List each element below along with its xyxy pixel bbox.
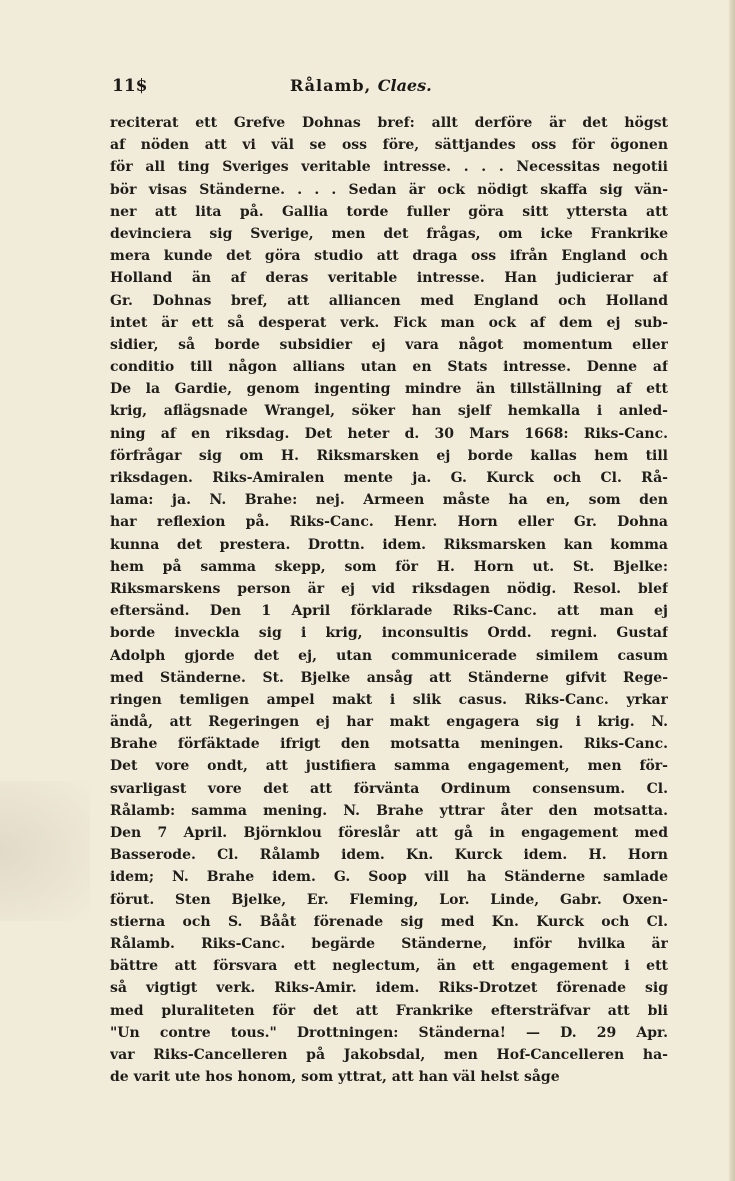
text-line: så vigtigt verk. Riks-Amir. idem. Riks-Drotzet förenade sig	[110, 980, 668, 997]
text-line: Brahe förfäktade ifrigt den motsatta meningen. Riks-Canc.	[110, 736, 668, 753]
text-line: intet är ett så desperat verk. Fick man ock af dem ej sub-	[110, 314, 668, 331]
text-line: riksdagen. Riks-Amiralen mente ja. G. Kurck och Cl. Rå-	[110, 470, 668, 486]
text-line: De la Gardie, genom ingenting mindre än tillställning af ett	[110, 381, 668, 398]
page-header	[0, 76, 735, 100]
text-line: förut. Sten Bjelke, Er. Fleming, Lor. Linde, Gabr. Oxen-	[110, 891, 668, 908]
text-line: Rålamb. Riks-Canc. begärde Ständerne, inför hvilka är	[110, 935, 668, 952]
page-number: 11$	[112, 76, 148, 96]
text-line: eftersänd. Den 1 April förklarade Riks-Canc. att man ej	[110, 603, 668, 620]
text-line: svarligast vore det att förvänta Ordinum consensum. Cl.	[110, 780, 668, 797]
text-line: krig, aflägsnade Wrangel, söker han sjelf hemkalla i anled-	[110, 403, 668, 420]
text-line: ändå, att Regeringen ej har makt engagera sig i krig. N.	[110, 714, 668, 731]
text-line: sidier, så borde subsidier ej vara något momentum eller	[110, 336, 668, 353]
text-line: lama: ja. N. Brahe: nej. Armeen måste ha en, som den	[110, 492, 668, 509]
text-line: förfrågar sig om H. Riksmarsken ej borde kallas hem till	[110, 447, 668, 464]
text-line: borde inveckla sig i krig, inconsultis Ordd. regni. Gustaf	[110, 625, 668, 642]
page-binding-edge	[729, 0, 735, 1181]
running-head	[290, 76, 432, 95]
text-line: hem på samma skepp, som för H. Horn ut. St. Bjelke:	[110, 558, 668, 575]
text-line: Det vore ondt, att justifiera samma engagement, men för-	[110, 758, 668, 775]
text-line: för all ting Sveriges veritable intresse. . . . Necessitas negotii	[110, 159, 668, 176]
text-line: kunna det prestera. Drottn. idem. Riksmarsken kan komma	[110, 536, 668, 553]
running-head-name: Rålamb,	[290, 76, 372, 95]
text-line: ning af en riksdag. Det heter d. 30 Mars 1668: Riks-Canc.	[110, 425, 668, 442]
text-line: Rålamb: samma mening. N. Brahe yttrar åter den motsatta.	[110, 802, 668, 819]
text-line: med pluraliteten för det att Frankrike eftersträfvar att bli	[110, 1002, 668, 1019]
page-stain	[0, 781, 90, 921]
text-line: bättre att försvara ett neglectum, än ett engagement i ett	[110, 958, 668, 975]
text-line: devinciera sig Sverige, men det frågas, om icke Frankrike	[110, 225, 668, 242]
text-line: med Ständerne. St. Bjelke ansåg att Ständerne gifvit Rege-	[110, 669, 668, 686]
text-line: Holland än af deras veritable intresse. Han judicierar af	[110, 270, 668, 287]
text-line: "Un contre tous." Drottningen: Ständerna! — D. 29 Apr.	[110, 1024, 668, 1041]
text-line: de varit ute hos honom, som yttrat, att han väl helst såge	[110, 1069, 560, 1086]
text-line: mera kunde det göra studio att draga oss ifrån England och	[110, 248, 668, 265]
text-line: af nöden att vi väl se oss före, sättjandes oss för ögonen	[110, 137, 668, 154]
text-line: Basserode. Cl. Rålamb idem. Kn. Kurck idem. H. Horn	[110, 847, 668, 864]
text-line: Adolph gjorde det ej, utan communicerade similem casum	[110, 647, 668, 664]
text-line: Den 7 April. Björnklou föreslår att gå in engagement med	[110, 825, 668, 841]
text-line: ner att lita på. Gallia torde fuller göra sitt yttersta att	[110, 203, 668, 220]
running-head-italic: Claes.	[377, 76, 432, 95]
text-line: conditio till någon allians utan en Stats intresse. Denne af	[110, 359, 668, 376]
text-line: idem; N. Brahe idem. G. Soop vill ha Ständerne samlade	[110, 869, 668, 886]
body-text	[110, 112, 668, 1088]
text-line: Gr. Dohnas bref, att alliancen med England och Holland	[110, 292, 668, 309]
text-line: Riksmarskens person är ej vid riksdagen nödig. Resol. blef	[110, 580, 668, 597]
text-line: har reflexion på. Riks-Canc. Henr. Horn eller Gr. Dohna	[110, 514, 668, 531]
text-line: ringen temligen ampel makt i slik casus. Riks-Canc. yrkar	[110, 691, 668, 708]
text-line: bör visas Ständerne. . . . Sedan är ock nödigt skaffa sig vän-	[110, 181, 668, 198]
text-line: stierna och S. Bååt förenade sig med Kn. Kurck och Cl.	[110, 913, 668, 930]
text-line: var Riks-Cancelleren på Jakobsdal, men Hof-Cancelleren ha-	[110, 1046, 668, 1063]
text-line: reciterat ett Grefve Dohnas bref: allt derföre är det högst	[110, 115, 668, 131]
